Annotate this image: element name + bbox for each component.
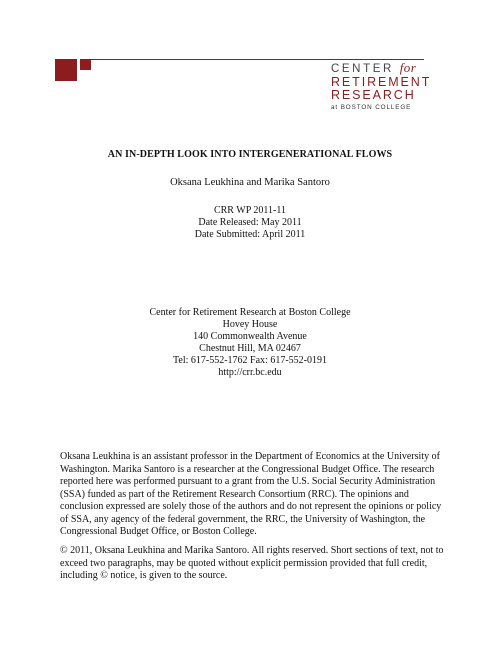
copyright-paragraph: © 2011, Oksana Leukhina and Marika Santoro. All rights reserved. Short sections of text, not to exceed two paragraphs, may be quoted without explicit permission provided that full credit, including © notice, is given to the source. — [60, 545, 444, 581]
logo-center: CENTER — [331, 63, 394, 75]
address-phone: Tel: 617-552-1762 Fax: 617-552-0191 — [172, 355, 327, 366]
logo-boston-college: at BOSTON COLLEGE — [331, 104, 412, 111]
address-url: http://crr.bc.edu — [218, 367, 282, 378]
paper-meta — [0, 205, 500, 241]
author-note-paragraph: Oksana Leukhina is an assistant professor in the Department of Economics at the University of Washington. Marika Santoro is a researcher at the Congressional Budget Office. The research reported here was performed pursuant to a grant from the U.S. Social Security Administration (SSA) funded as part of the Retirement Research Consortium (RRC). The opinions and conclusion expressed are solely those of the authors and do not represent the opinions or policy of SSA, any agency of the federal government, the RRC, the University of Washington, the Congressional Budget Office, or Boston College. — [60, 451, 442, 537]
date-submitted: Date Submitted: April 2011 — [194, 229, 306, 240]
paper-authors: Oksana Leukhina and Marika Santoro — [170, 177, 330, 188]
address-building: Hovey House — [222, 319, 278, 330]
address-street: 140 Commonwealth Avenue — [193, 331, 307, 342]
logo-for: for — [399, 60, 417, 75]
logo-research: RESEARCH — [331, 88, 416, 102]
address-block — [0, 307, 500, 379]
address-org: Center for Retirement Research at Boston College — [149, 307, 351, 318]
working-paper-number: CRR WP 2011-11 — [213, 205, 287, 216]
logo-square-small — [80, 59, 91, 70]
crr-logo — [331, 61, 431, 112]
header-rule — [91, 59, 424, 60]
logo-square-large — [55, 59, 77, 81]
date-released: Date Released: May 2011 — [198, 217, 302, 228]
address-city: Chestnut Hill, MA 02467 — [199, 343, 301, 354]
paper-title: AN IN-DEPTH LOOK INTO INTERGENERATIONAL FLOWS — [107, 149, 393, 160]
logo-retirement: RETIREMENT — [331, 75, 432, 89]
